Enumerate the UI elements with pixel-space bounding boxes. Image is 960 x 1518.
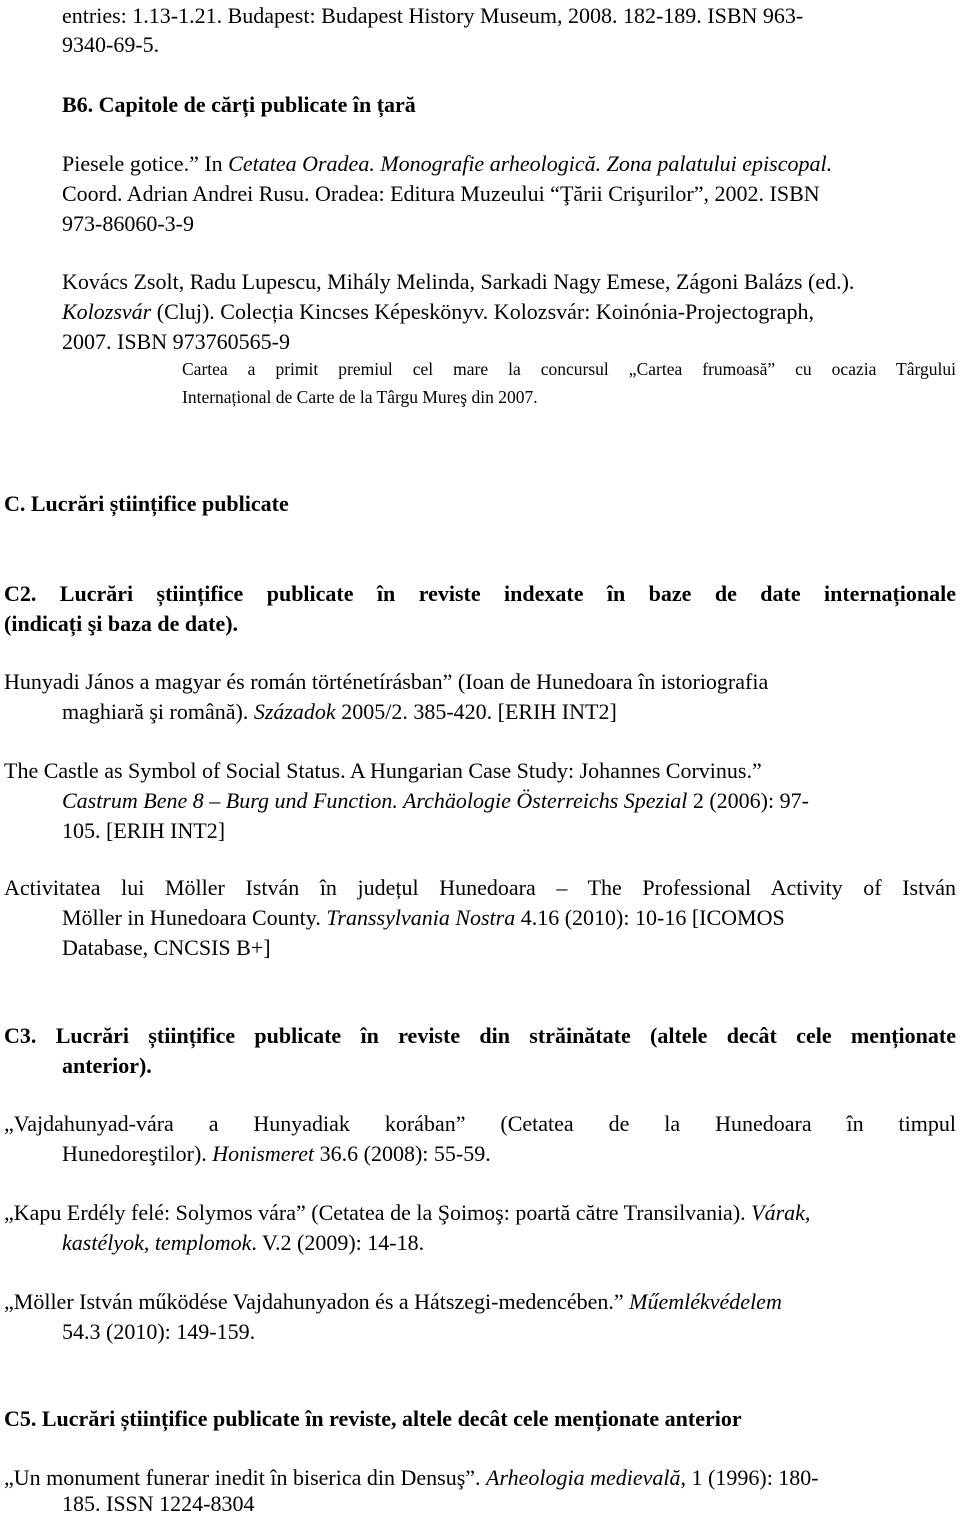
entry-line bbox=[62, 150, 832, 178]
award-note: Cartea a primit premiul cel mare la concursul „Cartea frumoasă” cu ocazia Târgului bbox=[182, 359, 956, 379]
section-heading-c2: C2. Lucrări științifice publicate în reviste indexate în baze de date internaționale bbox=[4, 581, 956, 606]
entry-text: Hunedoreştilor). bbox=[62, 1141, 213, 1166]
section-heading-c5: C5. Lucrări științifice publicate în reviste, altele decât cele menționate anterior bbox=[4, 1406, 742, 1431]
entry-text: „Möller István működése Vajdahunyadon és a Hátszegi-medencében.” bbox=[4, 1289, 630, 1314]
entry-line: Kovács Zsolt, Radu Lupescu, Mihály Melinda, Sarkadi Nagy Emese, Zágoni Balázs (ed.). bbox=[62, 269, 855, 294]
journal-title: kastélyok, templomok bbox=[62, 1230, 252, 1255]
entry-line: 973-86060-3-9 bbox=[62, 211, 194, 236]
section-heading-b6: B6. Capitole de cărți publicate în țară bbox=[62, 92, 416, 117]
journal-title: Arheologia medievală bbox=[486, 1465, 681, 1490]
entry-line: The Castle as Symbol of Social Status. A Hungarian Case Study: Johannes Corvinus.” bbox=[4, 758, 762, 783]
entry-line: „Vajdahunyad-vára a Hunyadiak korában” (Cetatea de la Hunedoara în timpul bbox=[4, 1111, 956, 1136]
entry-text: maghiară şi română). bbox=[62, 699, 254, 724]
journal-title: Várak, bbox=[751, 1200, 811, 1225]
entry-title: Kolozsvár bbox=[62, 299, 152, 324]
entry-line bbox=[4, 1464, 819, 1492]
entry-text: Piesele gotice.” In bbox=[62, 151, 229, 176]
journal-title: Századok bbox=[253, 699, 336, 724]
entry-line bbox=[4, 1288, 782, 1316]
entry-text: 36.6 (2008): 55-59. bbox=[314, 1141, 491, 1166]
entry-line bbox=[62, 787, 809, 815]
entry-title: Cetatea Oradea. Monografie arheologică. Zona palatului episcopal. bbox=[228, 151, 833, 176]
entry-text: 4.16 (2010): 10-16 [ICOMOS bbox=[515, 905, 785, 930]
entry-text: „Un monument funerar inedit în biserica din Densuş”. bbox=[4, 1465, 487, 1490]
entry-line bbox=[62, 1140, 491, 1168]
entry-text: . V.2 (2009): 14-18. bbox=[251, 1230, 425, 1255]
entry-text: 2005/2. 385-420. [ERIH INT2] bbox=[335, 699, 617, 724]
entry-line: 185. ISSN 1224-8304 bbox=[62, 1491, 255, 1516]
journal-title: Castrum Bene 8 – Burg und Function. Archäologie Österreichs Spezial bbox=[62, 788, 688, 813]
entry-line: 2007. ISBN 973760565-9 bbox=[62, 329, 290, 354]
entry-line bbox=[4, 1199, 810, 1227]
text-line: entries: 1.13-1.21. Budapest: Budapest History Museum, 2008. 182-189. ISBN 963- bbox=[62, 3, 804, 28]
entry-line bbox=[62, 698, 617, 726]
entry-text: 2 (2006): 97- bbox=[687, 788, 809, 813]
entry-line bbox=[62, 1229, 424, 1257]
section-heading-c: C. Lucrări științifice publicate bbox=[4, 491, 289, 516]
entry-line: Activitatea lui Möller István în județul Hunedoara – The Professional Activity of István bbox=[4, 875, 956, 900]
entry-line bbox=[62, 904, 785, 932]
entry-line: Database, CNCSIS B+] bbox=[62, 935, 271, 960]
entry-text: „Kapu Erdély felé: Solymos vára” (Cetatea de la Şoimoş: poartă către Transilvania). bbox=[4, 1200, 752, 1225]
section-heading-c3: C3. Lucrări științifice publicate în reviste din străinătate (altele decât cele menționate bbox=[4, 1023, 956, 1048]
journal-title: Honismeret bbox=[212, 1141, 315, 1166]
award-note: Internațional de Carte de la Târgu Mureş din 2007. bbox=[182, 387, 538, 407]
journal-title: Műemlékvédelem bbox=[629, 1289, 782, 1314]
entry-text: Möller in Hunedoara County. bbox=[62, 905, 327, 930]
section-heading-c3: anterior). bbox=[62, 1053, 152, 1078]
entry-line bbox=[62, 298, 814, 326]
section-heading-c2: (indicați şi baza de date). bbox=[4, 611, 239, 636]
entry-line: 105. [ERIH INT2] bbox=[62, 818, 226, 843]
entry-line: Coord. Adrian Andrei Rusu. Oradea: Editura Muzeului “Ţării Crişurilor”, 2002. ISBN bbox=[62, 181, 820, 206]
entry-line: 54.3 (2010): 149-159. bbox=[62, 1319, 256, 1344]
entry-line: Hunyadi János a magyar és román történetírásban” (Ioan de Hunedoara în istoriografia bbox=[4, 669, 769, 694]
entry-text: (Cluj). Colecția Kincses Képeskönyv. Kolozsvár: Koinónia-Projectograph, bbox=[151, 299, 814, 324]
journal-title: Transsylvania Nostra bbox=[326, 905, 516, 930]
text-line: 9340-69-5. bbox=[62, 32, 160, 57]
entry-text: , 1 (1996): 180- bbox=[680, 1465, 819, 1490]
